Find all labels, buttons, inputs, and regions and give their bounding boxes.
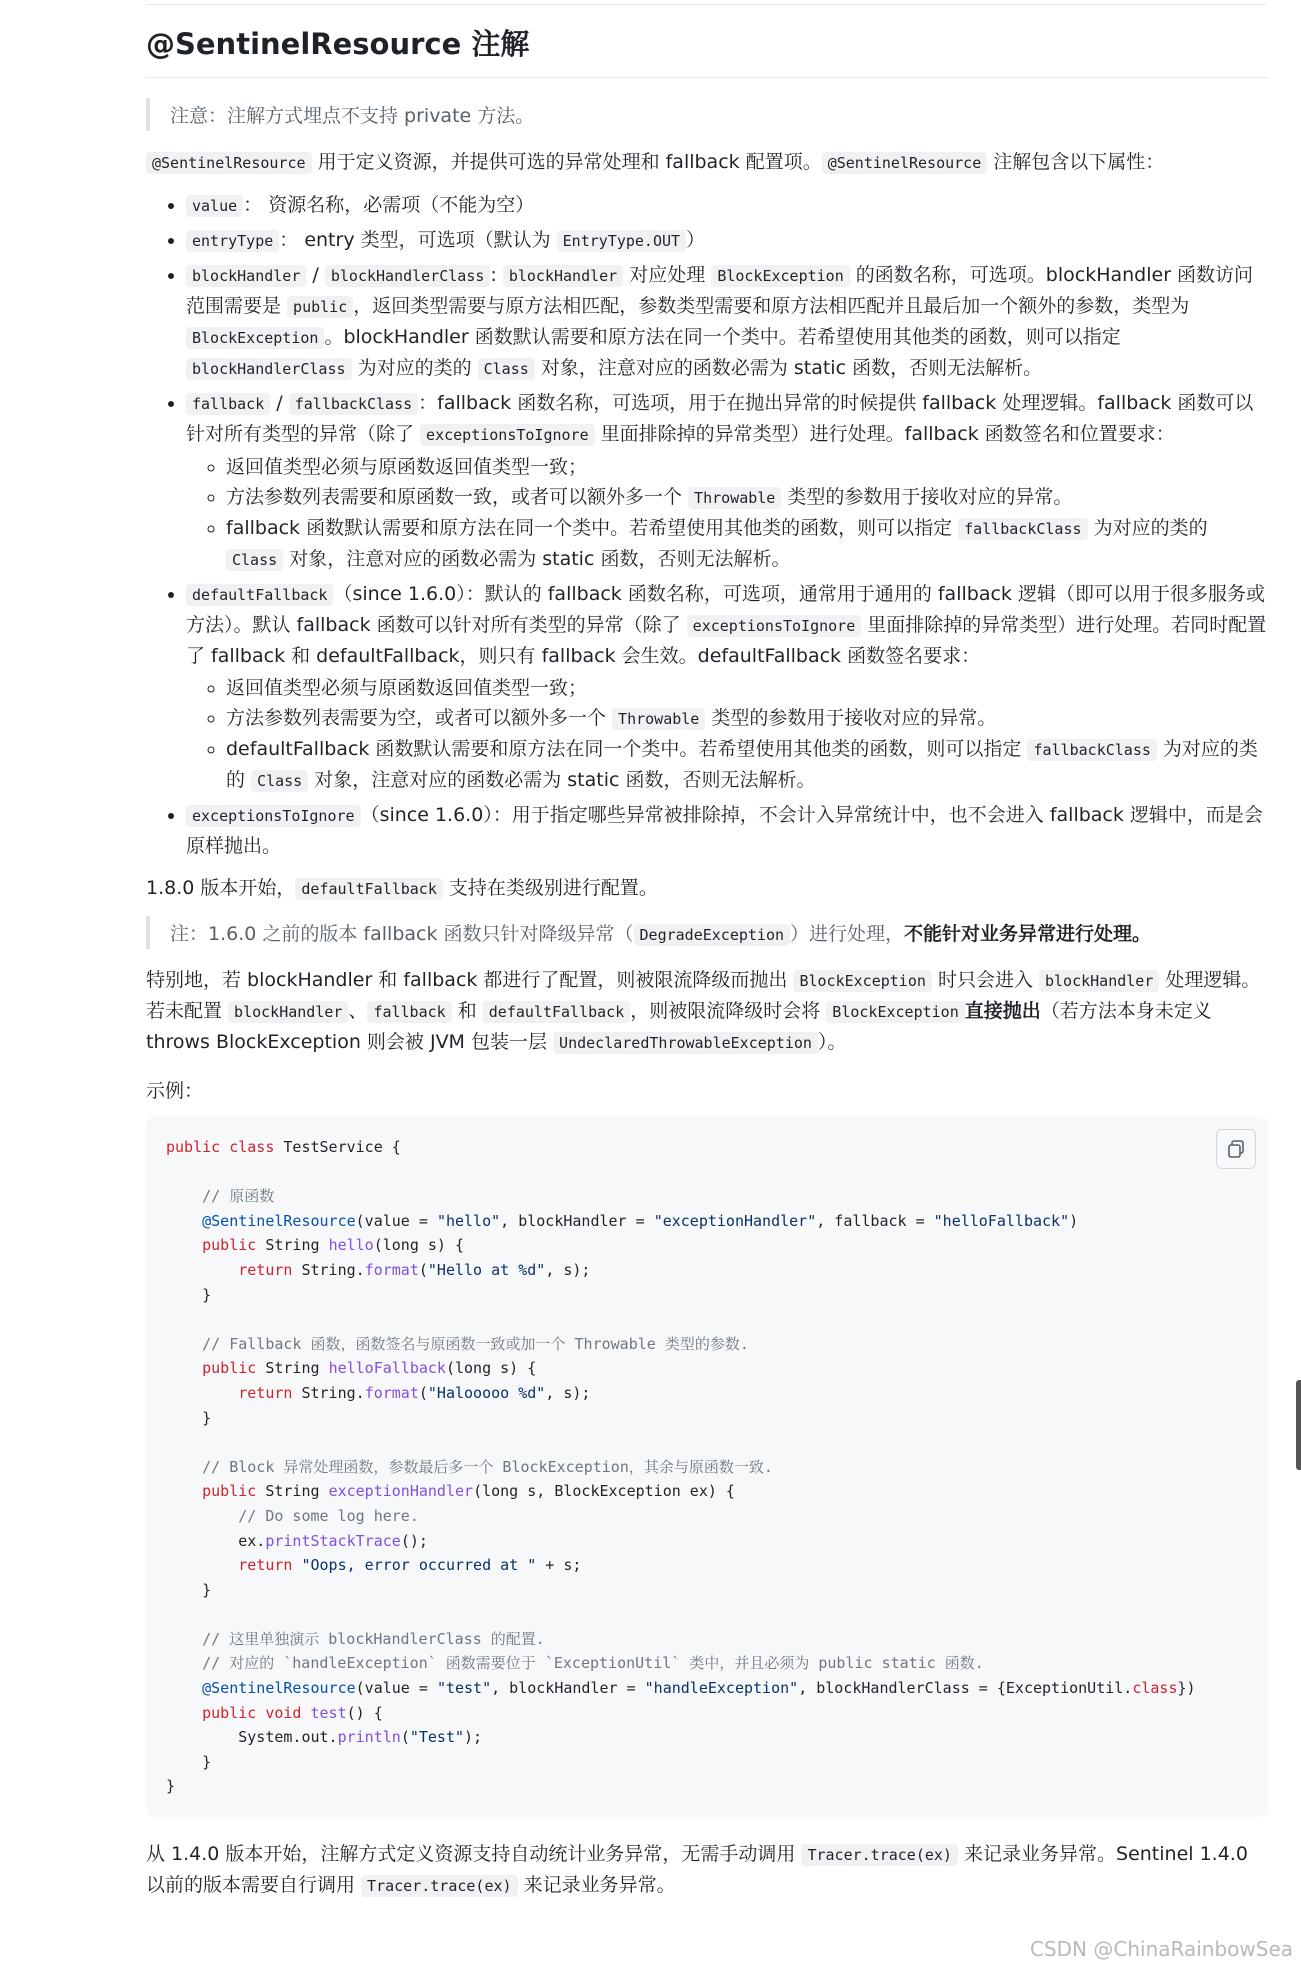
text-fragment: ）进行处理， (790, 923, 905, 945)
text-fragment: 类型的参数用于接收对应的异常。 (781, 486, 1073, 508)
text-fragment: defaultFallback 函数默认需要和原方法在同一个类中。若希望使用其他类的函数，则可以指定 (226, 738, 1028, 760)
text-fragment: public (202, 1359, 257, 1378)
text-fragment: 用于定义资源，并提供可选的异常处理和 fallback 配置项。 (311, 151, 822, 173)
text-fragment: (value = (355, 1211, 437, 1230)
text-fragment: ex. (238, 1531, 266, 1550)
inline-code: public (287, 296, 353, 318)
text-fragment: // Fallback 函数，函数签名与原函数一致或加一个 Throwable 类型的参数. (202, 1334, 749, 1353)
text-fragment: ( (418, 1383, 428, 1402)
text-fragment: @SentinelResource (202, 1211, 356, 1230)
text-fragment: } (202, 1285, 212, 1304)
text-fragment: （since 1.6.0）：用于指定哪些异常被排除掉，不会计入异常统计中，也不会进入 fallback 逻辑中，而是会原样抛出。 (186, 804, 1263, 857)
inline-code: BlockException (711, 265, 849, 287)
text-fragment: "hello" (436, 1211, 501, 1230)
list-item (186, 579, 1268, 796)
inline-code: defaultFallback (483, 1001, 630, 1023)
text-fragment: 支持在类级别进行配置。 (442, 877, 658, 899)
text-fragment: 返回值类型必须与原函数返回值类型一致； (226, 456, 588, 478)
text-fragment: helloFallback (328, 1359, 446, 1378)
text-fragment: ) (1069, 1211, 1079, 1230)
text-fragment: // Do some log here. (238, 1506, 419, 1525)
text-fragment: 为对应的类的 (226, 738, 1258, 791)
text-fragment: (); (400, 1531, 428, 1550)
list-item (186, 225, 1268, 256)
inline-code: BlockException (826, 1001, 964, 1023)
list-item (226, 513, 1268, 575)
text-fragment: hello (328, 1236, 374, 1255)
inline-code: Throwable (688, 487, 781, 509)
text-fragment: public class (166, 1138, 275, 1156)
text-fragment: ： 资源名称，必需项（不能为空） (243, 194, 535, 216)
inline-code: @SentinelResource (822, 152, 988, 174)
copy-icon (1227, 1140, 1245, 1158)
text-fragment: String. (292, 1260, 365, 1279)
text-fragment: (long s) { (373, 1236, 465, 1255)
text-fragment: format (364, 1383, 419, 1402)
text-fragment: ); (464, 1728, 483, 1747)
inline-code: exceptionsToIgnore (420, 424, 595, 446)
text-fragment: 对象，注意对应的函数必需为 static 函数，否则无法解析。 (534, 357, 1043, 379)
text-fragment: "helloFallback" (933, 1211, 1070, 1230)
text-fragment: ( (400, 1728, 410, 1747)
text-fragment: // 对应的 `handleException` 函数需要位于 `ExceptionUtil` 类中，并且必须为 public static 函数. (202, 1654, 984, 1673)
text-fragment: return (238, 1260, 293, 1279)
text-fragment: // Block 异常处理函数，参数最后多一个 BlockException，其余与原函数一致. (202, 1457, 773, 1476)
article-content (146, 22, 1268, 1913)
text-fragment: "Halooooo %d" (427, 1383, 546, 1402)
text-fragment: (long s, BlockException ex) { (473, 1482, 735, 1501)
inline-code: EntryType.OUT (557, 230, 686, 252)
text-fragment: ( (418, 1260, 428, 1279)
text-fragment: 为对应的类的 (1087, 517, 1208, 539)
page-title: @SentinelResource 注解 (146, 22, 1268, 78)
inline-code: Class (226, 549, 283, 571)
text-fragment: / (306, 264, 325, 286)
text-fragment: 对象，注意对应的函数必需为 static 函数，否则无法解析。 (283, 548, 791, 570)
text-fragment: 类型的参数用于接收对应的异常。 (705, 707, 997, 729)
text-fragment: 对应处理 (623, 264, 712, 286)
inline-code: Class (478, 358, 535, 380)
code-text (166, 1135, 1248, 1799)
text-fragment: System.out. (238, 1728, 338, 1747)
inline-code: Tracer.trace(ex) (801, 1844, 958, 1866)
example-label: 示例： (146, 1080, 204, 1102)
inline-code: blockHandler (186, 265, 306, 287)
list-item (226, 452, 1268, 482)
inline-code: fallbackClass (1027, 739, 1156, 761)
scroll-edge[interactable] (1296, 1380, 1301, 1470)
text-fragment: ： entry 类型，可选项（默认为 (279, 229, 557, 251)
text-fragment: return (238, 1383, 293, 1402)
text-fragment: "Hello at %d" (427, 1260, 546, 1279)
text-fragment: @SentinelResource (202, 1679, 356, 1698)
list-item (226, 673, 1268, 703)
text-fragment: 时只会进入 (931, 969, 1039, 991)
inline-code: Class (251, 770, 308, 792)
text-fragment: , blockHandlerClass = {ExceptionUtil. (798, 1679, 1133, 1698)
text-fragment: public (202, 1236, 257, 1255)
inline-code: value (186, 195, 243, 217)
text-fragment: 来记录业务异常。Sentinel 1.4.0 以前的版本需要自行调用 (146, 1843, 1248, 1897)
text-fragment: "test" (436, 1679, 492, 1698)
text-fragment: 来记录业务异常。 (517, 1874, 676, 1897)
text-fragment: fallback 函数默认需要和原方法在同一个类中。若希望使用其他类的函数，则可以指定 (226, 517, 959, 539)
list-item (226, 703, 1268, 734)
intro-paragraph (146, 147, 1268, 178)
text-fragment: , blockHandler = (491, 1679, 645, 1698)
inline-code: defaultFallback (186, 584, 333, 606)
note-version (146, 916, 1268, 949)
copy-button[interactable] (1216, 1129, 1256, 1169)
text-fragment: 和 (451, 1000, 483, 1022)
inline-code: blockHandlerClass (325, 265, 491, 287)
list-item (186, 190, 1268, 221)
text-fragment: 。blockHandler 函数默认需要和原方法在同一个类中。若希望使用其他类的函数，则可以指定 (324, 326, 1121, 348)
inline-code: blockHandler (1039, 970, 1159, 992)
inline-code: exceptionsToIgnore (186, 805, 361, 827)
footer-paragraph (146, 1839, 1268, 1901)
text-fragment: // 这里单独演示 blockHandlerClass 的配置. (202, 1629, 545, 1648)
inline-code: UndeclaredThrowableException (553, 1032, 818, 1054)
text-fragment: } (166, 1777, 176, 1796)
list-item (186, 388, 1268, 575)
text-fragment: （若方法本身未定义 throws BlockException 则会被 JVM 包装一层 (146, 1000, 1212, 1053)
text-fragment: 处理逻辑。若未配置 (146, 969, 1261, 1022)
text-fragment: format (364, 1260, 419, 1279)
text-fragment: ，返回类型需要与原方法相匹配，参数类型需要和原方法相匹配并且最后加一个额外的参数，类型为 (353, 295, 1190, 317)
special-paragraph (146, 965, 1268, 1058)
inline-code: blockHandler (228, 1001, 348, 1023)
text-fragment: 方法参数列表需要为空，或者可以额外多一个 (226, 707, 613, 729)
text-fragment: 返回值类型必须与原函数返回值类型一致； (226, 677, 588, 699)
text-fragment: （since 1.6.0）：默认的 fallback 函数名称，可选项，通常用于通用的 fallback 逻辑（即可以用于很多服务或方法）。默认 fallback 函数可以针对所有类型的异常（除了 (186, 583, 1265, 636)
code-block (146, 1117, 1268, 1817)
text-fragment: public void (202, 1703, 302, 1722)
version-paragraph (146, 873, 1268, 904)
text-fragment: () { (346, 1703, 383, 1722)
inline-code: blockHandler (503, 265, 623, 287)
text-fragment: 注意：注解方式埋点不支持 private 方法。 (170, 105, 535, 127)
text-fragment: class (1132, 1679, 1178, 1698)
text-fragment: ） (686, 229, 706, 251)
inline-code: fallback (367, 1001, 451, 1023)
text-fragment: 注：1.6.0 之前的版本 fallback 函数只针对降级异常（ (170, 923, 634, 945)
inline-code: defaultFallback (295, 878, 442, 900)
list-item (226, 734, 1268, 796)
inline-code: fallback (186, 393, 270, 415)
text-fragment: String (256, 1236, 329, 1255)
text-fragment: ）。 (817, 1031, 847, 1053)
text-fragment: + s; (536, 1556, 582, 1575)
text-fragment: } (202, 1408, 212, 1427)
text-fragment: 方法参数列表需要和原函数一致，或者可以额外多一个 (226, 486, 689, 508)
top-divider (146, 0, 1266, 5)
text-fragment: ，则被限流降级时会将 (630, 1000, 827, 1022)
text-fragment: exceptionHandler (328, 1482, 474, 1501)
text-fragment: "Test" (409, 1728, 465, 1747)
text-fragment: String (256, 1482, 329, 1501)
watermark: CSDN @ChinaRainbowSea (1030, 1937, 1293, 1961)
text-fragment: 从 1.4.0 版本开始，注解方式定义资源支持自动统计业务异常，无需手动调用 (146, 1843, 802, 1866)
text-fragment: , s); (545, 1383, 591, 1402)
text-fragment: 注解包含以下属性： (987, 151, 1165, 173)
text-fragment: 特别地，若 blockHandler 和 fallback 都进行了配置，则被限流降级而抛出 (146, 969, 794, 991)
inline-code: fallbackClass (289, 393, 418, 415)
text-fragment: printStackTrace (265, 1531, 401, 1550)
text-fragment: 里面排除掉的异常类型）进行处理。若同时配置了 fallback 和 defaultFallback，则只有 fallback 会生效。defaultFallback 函数签名要求： (186, 614, 1267, 667)
inline-code: DegradeException (634, 924, 791, 946)
list-item (226, 482, 1268, 513)
text-fragment: 不能针对业务异常进行处理。 (904, 923, 1152, 945)
text-fragment: (value = (355, 1679, 437, 1698)
text-fragment: : (490, 264, 503, 286)
text-fragment: public (202, 1482, 257, 1501)
text-fragment: } (202, 1752, 212, 1771)
text-fragment: "Oops, error occurred at " (301, 1556, 537, 1575)
text-fragment: }) (1177, 1679, 1196, 1698)
default-fallback-requirements (186, 673, 1268, 796)
inline-code: BlockException (793, 970, 931, 992)
inline-code: entryType (186, 230, 279, 252)
text-fragment: return (238, 1556, 293, 1575)
text-fragment: 1.8.0 版本开始， (146, 877, 296, 899)
text-fragment: ：fallback 函数名称，可选项，用于在抛出异常的时候提供 fallback 处理逻辑。fallback 函数可以针对所有类型的异常（除了 (186, 392, 1254, 445)
inline-code: blockHandlerClass (186, 358, 352, 380)
text-fragment: , fallback = (816, 1211, 934, 1230)
text-fragment: , s); (545, 1260, 591, 1279)
fallback-requirements (186, 452, 1268, 575)
list-item (186, 800, 1268, 861)
inline-code: Throwable (612, 708, 705, 730)
text-fragment: 对象，注意对应的函数必需为 static 函数，否则无法解析。 (308, 769, 816, 791)
text-fragment: } (202, 1580, 212, 1599)
inline-code: fallbackClass (958, 518, 1087, 540)
text-fragment: String (256, 1359, 329, 1378)
text-fragment: 为对应的类的 (351, 357, 478, 379)
text-fragment: 里面排除掉的异常类型）进行处理。fallback 函数签名和位置要求： (594, 423, 1175, 445)
text-fragment: / (270, 392, 289, 414)
text-fragment: 的函数名称，可选项。blockHandler 函数访问范围需要是 (186, 264, 1254, 317)
text-fragment: , blockHandler = (500, 1211, 654, 1230)
text-fragment: test (310, 1703, 347, 1722)
text-fragment: 直接抛出 (964, 1000, 1041, 1022)
text-fragment: String. (292, 1383, 365, 1402)
note-private (146, 98, 1268, 131)
list-item (186, 260, 1268, 384)
inline-code: exceptionsToIgnore (687, 615, 862, 637)
text-fragment: TestService { (274, 1138, 401, 1156)
text-fragment (301, 1704, 310, 1722)
inline-code: @SentinelResource (146, 152, 312, 174)
inline-code: Tracer.trace(ex) (361, 1875, 518, 1897)
inline-code: BlockException (186, 327, 324, 349)
text-fragment: "handleException" (644, 1679, 799, 1698)
text-fragment: println (337, 1728, 401, 1747)
text-fragment: 、 (348, 1000, 368, 1022)
text-fragment: "exceptionHandler" (653, 1211, 817, 1230)
text-fragment: (long s) { (445, 1359, 537, 1378)
text-fragment: // 原函数 (202, 1187, 275, 1206)
attribute-list (146, 190, 1268, 861)
